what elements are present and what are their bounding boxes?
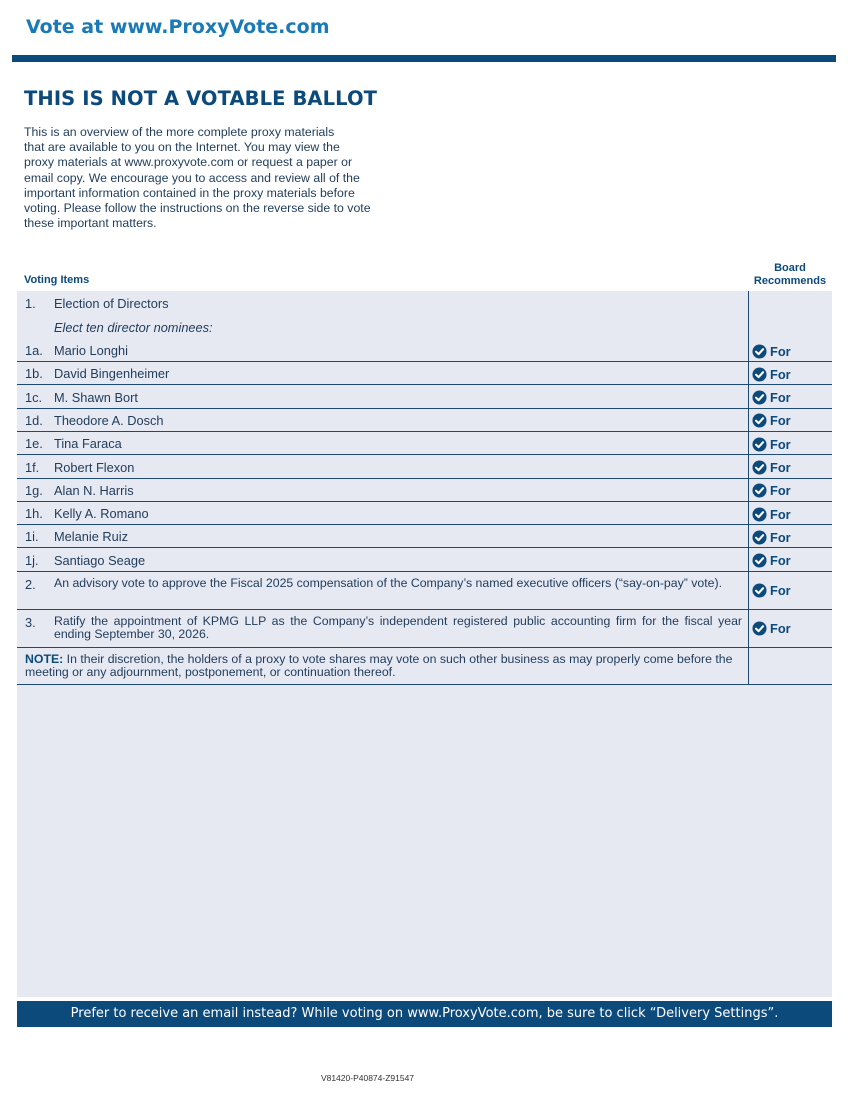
nominee-number: 1d.: [25, 412, 43, 428]
row-divider: [17, 501, 832, 502]
board-recommendation: [752, 507, 791, 522]
note-text: [25, 653, 747, 679]
row-divider: [17, 478, 832, 479]
intro-line: proxy materials at www.proxyvote.com or request a paper or: [24, 155, 353, 170]
row-divider: [17, 431, 832, 432]
nominee-number: 1b.: [25, 366, 43, 382]
row-divider: [17, 524, 832, 525]
board-recommendation: [752, 583, 791, 598]
row-divider: [17, 609, 832, 610]
check-circle-icon: [752, 583, 767, 598]
row-divider: [17, 647, 832, 648]
voting-items-panel: [17, 291, 832, 997]
row-divider: [17, 684, 832, 685]
board-recommendation: [752, 413, 791, 428]
recommendation-label: For: [770, 553, 791, 569]
nominee-number: 1i.: [25, 529, 39, 545]
recommendation-label: For: [770, 390, 791, 406]
row-divider: [17, 384, 832, 385]
check-circle-icon: [752, 621, 767, 636]
board-recommendation: [752, 530, 791, 545]
nominee-number: 1c.: [25, 389, 43, 405]
intro-paragraph: [24, 125, 414, 231]
nominee-name: Santiago Seage: [54, 552, 146, 568]
note-body: In their discretion, the holders of a proxy to vote shares may vote on such other business as may properly come before the meeting or any adjournment, postponement, or continuation thereof.: [25, 652, 733, 679]
intro-line: these important matters.: [24, 216, 157, 231]
page-title: THIS IS NOT A VOTABLE BALLOT: [24, 87, 378, 110]
column-divider: [748, 291, 749, 685]
recommendation-label: For: [770, 506, 791, 522]
check-circle-icon: [752, 553, 767, 568]
nominee-name: Tina Faraca: [54, 436, 122, 452]
intro-line: voting. Please follow the instructions on the reverse side to vote: [24, 201, 371, 216]
recommendation-label: For: [770, 343, 791, 359]
board-header-line: Recommends: [753, 275, 827, 287]
board-recommendation: [752, 367, 791, 382]
row-divider: [17, 454, 832, 455]
check-circle-icon: [752, 390, 767, 405]
nominee-name: M. Shawn Bort: [54, 389, 138, 405]
check-circle-icon: [752, 367, 767, 382]
recommendation-label: For: [770, 621, 791, 636]
header-rule: [12, 55, 836, 62]
nominee-number: 1h.: [25, 506, 43, 522]
proposal-number: 1.: [25, 296, 36, 311]
check-circle-icon: [752, 413, 767, 428]
row-divider: [17, 408, 832, 409]
recommendation-label: For: [770, 583, 791, 598]
nominee-name: Alan N. Harris: [54, 482, 134, 498]
intro-line: This is an overview of the more complete proxy materials: [24, 125, 335, 139]
recommendation-label: For: [770, 529, 791, 545]
nominee-name: Melanie Ruiz: [54, 529, 128, 545]
proposal-subtitle: Elect ten director nominees:: [54, 320, 213, 335]
nominee-number: 1e.: [25, 436, 43, 452]
nominee-name: Mario Longhi: [54, 343, 128, 358]
board-recommendation: [752, 483, 791, 498]
nominee-number: 1g.: [25, 482, 43, 498]
nominee-name: Robert Flexon: [54, 459, 135, 475]
intro-line: that are available to you on the Internet. You may view the: [24, 140, 340, 155]
board-recommendation: [752, 344, 791, 359]
board-recommendation: [752, 460, 791, 475]
recommendation-label: For: [770, 413, 791, 429]
recommendation-label: For: [770, 483, 791, 499]
row-divider: [17, 361, 832, 362]
voting-items-header: Voting Items: [24, 274, 90, 286]
proxyvote-link[interactable]: Vote at www.ProxyVote.com: [26, 16, 330, 38]
proposal-number: 3.: [25, 615, 36, 630]
nominee-number: 1a.: [25, 343, 43, 358]
board-recommendation: [752, 390, 791, 405]
proposal-text: Ratify the appointment of KPMG LLP as the Company’s independent registered public accounting firm for the fiscal year ending September 30, 2026.: [54, 614, 742, 641]
row-divider: [17, 547, 832, 548]
note-label: NOTE:: [25, 652, 64, 666]
nominee-number: 1j.: [25, 552, 39, 568]
delivery-settings-banner: Prefer to receive an email instead? While voting on www.ProxyVote.com, be sure to click “Delivery Settings”.: [17, 1001, 832, 1027]
check-circle-icon: [752, 507, 767, 522]
recommendation-label: For: [770, 436, 791, 452]
intro-line: important information contained in the proxy materials before: [24, 185, 355, 200]
proposal-number: 2.: [25, 577, 36, 592]
recommendation-label: For: [770, 460, 791, 475]
board-header-line: Board: [774, 262, 806, 274]
nominee-name: Theodore A. Dosch: [54, 412, 164, 428]
intro-line: email copy. We encourage you to access and review all of the: [24, 170, 360, 185]
proposal-text: An advisory vote to approve the Fiscal 2025 compensation of the Company’s named executive officers (“say-on-pay” vote).: [54, 576, 723, 590]
row-divider: [17, 571, 832, 572]
check-circle-icon: [752, 460, 767, 475]
nominee-name: David Bingenheimer: [54, 366, 170, 382]
board-recommendation: [752, 553, 791, 568]
check-circle-icon: [752, 530, 767, 545]
document-code: V81420-P40874-Z91547: [320, 1073, 415, 1083]
check-circle-icon: [752, 437, 767, 452]
check-circle-icon: [752, 344, 767, 359]
recommendation-label: For: [770, 366, 791, 382]
nominee-number: 1f.: [25, 459, 40, 475]
proposal-label: Election of Directors: [54, 296, 169, 311]
board-recommendation: [752, 621, 791, 636]
nominee-name: Kelly A. Romano: [54, 506, 149, 522]
board-recommends-header: [748, 262, 832, 288]
board-recommendation: [752, 437, 791, 452]
check-circle-icon: [752, 483, 767, 498]
